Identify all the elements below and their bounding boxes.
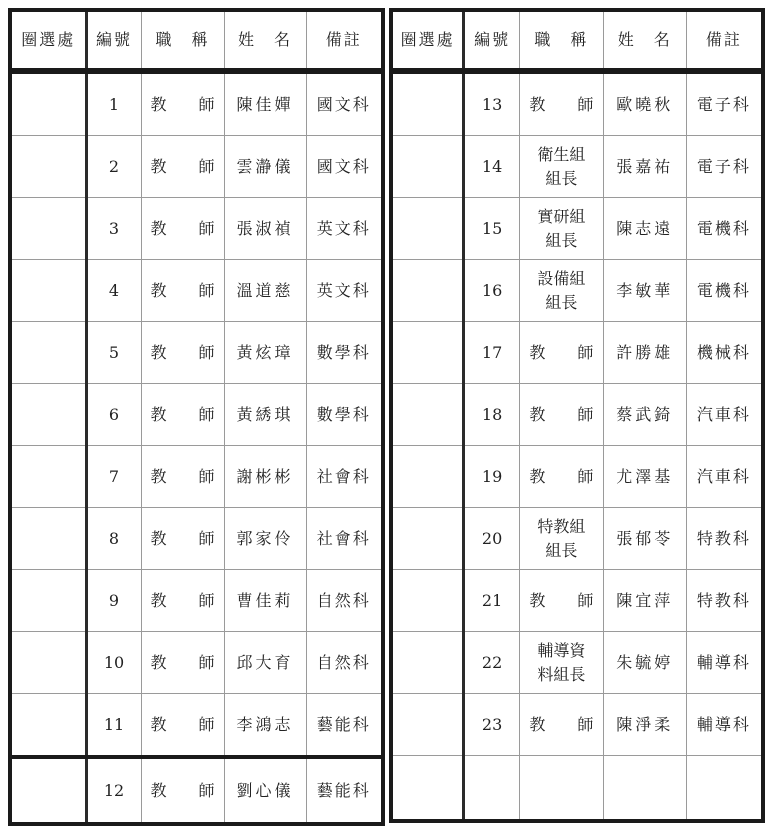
candidate-title bbox=[519, 198, 603, 260]
candidate-number: 7 bbox=[86, 446, 141, 508]
candidate-number: 1 bbox=[86, 71, 141, 136]
candidate-row bbox=[10, 508, 383, 570]
empty-note bbox=[686, 756, 763, 822]
candidate-department: 國文科 bbox=[306, 71, 383, 136]
candidate-title bbox=[519, 508, 603, 570]
candidate-row bbox=[391, 694, 763, 756]
candidate-name: 黃綉琪 bbox=[224, 384, 306, 446]
candidate-title: 教 師 bbox=[141, 694, 224, 758]
candidate-title bbox=[519, 632, 603, 694]
candidate-number: 5 bbox=[86, 322, 141, 384]
candidate-row bbox=[10, 632, 383, 694]
select-cell[interactable] bbox=[391, 198, 464, 260]
left-header-row bbox=[10, 10, 383, 71]
header-select: 圈選處 bbox=[391, 10, 464, 71]
candidate-row bbox=[10, 71, 383, 136]
candidate-name: 歐曉秋 bbox=[603, 71, 686, 136]
candidate-title: 教 師 bbox=[519, 446, 603, 508]
candidate-title: 教 師 bbox=[141, 757, 224, 824]
candidate-department: 藝能科 bbox=[306, 694, 383, 758]
candidate-number: 16 bbox=[464, 260, 520, 322]
candidate-title: 教 師 bbox=[141, 260, 224, 322]
candidate-row bbox=[391, 384, 763, 446]
candidate-title: 教 師 bbox=[141, 508, 224, 570]
left-candidate-table bbox=[8, 8, 385, 826]
select-cell[interactable] bbox=[10, 136, 86, 198]
candidate-name: 謝彬彬 bbox=[224, 446, 306, 508]
candidate-row bbox=[391, 632, 763, 694]
candidate-title: 教 師 bbox=[519, 71, 603, 136]
select-cell[interactable] bbox=[391, 260, 464, 322]
empty-number bbox=[464, 756, 520, 822]
candidate-row bbox=[10, 322, 383, 384]
candidate-department: 自然科 bbox=[306, 632, 383, 694]
candidate-name: 黃炫璋 bbox=[224, 322, 306, 384]
candidate-department: 特教科 bbox=[686, 570, 763, 632]
candidate-number: 12 bbox=[86, 757, 141, 824]
select-cell[interactable] bbox=[10, 508, 86, 570]
candidate-department: 國文科 bbox=[306, 136, 383, 198]
header-number: 編號 bbox=[86, 10, 141, 71]
select-cell[interactable] bbox=[391, 71, 464, 136]
candidate-name: 朱毓婷 bbox=[603, 632, 686, 694]
candidate-name: 陳志遠 bbox=[603, 198, 686, 260]
candidate-department: 英文科 bbox=[306, 198, 383, 260]
empty-title bbox=[519, 756, 603, 822]
candidate-name: 劉心儀 bbox=[224, 757, 306, 824]
candidate-row bbox=[10, 570, 383, 632]
select-cell[interactable] bbox=[10, 570, 86, 632]
candidate-name: 陳佳嬋 bbox=[224, 71, 306, 136]
candidate-title: 教 師 bbox=[141, 632, 224, 694]
candidate-title: 教 師 bbox=[519, 570, 603, 632]
candidate-name: 張嘉祐 bbox=[603, 136, 686, 198]
candidate-title: 教 師 bbox=[141, 446, 224, 508]
select-cell[interactable] bbox=[10, 71, 86, 136]
title-line-2: 組長 bbox=[545, 540, 578, 560]
title-line-1: 特教組 bbox=[537, 516, 586, 536]
select-cell[interactable] bbox=[10, 757, 86, 824]
title-line-1: 設備組 bbox=[537, 268, 586, 288]
candidate-title: 教 師 bbox=[141, 322, 224, 384]
select-cell[interactable] bbox=[391, 384, 464, 446]
candidate-name: 李敏華 bbox=[603, 260, 686, 322]
candidate-number: 9 bbox=[86, 570, 141, 632]
title-line-1: 衛生組 bbox=[537, 144, 586, 164]
candidate-title: 教 師 bbox=[519, 322, 603, 384]
select-cell[interactable] bbox=[10, 198, 86, 260]
candidate-name: 許勝雄 bbox=[603, 322, 686, 384]
candidate-number: 23 bbox=[464, 694, 520, 756]
candidate-department: 自然科 bbox=[306, 570, 383, 632]
candidate-department: 輔導科 bbox=[686, 632, 763, 694]
candidate-name: 李鴻志 bbox=[224, 694, 306, 758]
select-cell[interactable] bbox=[391, 136, 464, 198]
candidate-number: 6 bbox=[86, 384, 141, 446]
candidate-title: 教 師 bbox=[141, 71, 224, 136]
header-number: 編號 bbox=[464, 10, 520, 71]
candidate-department: 社會科 bbox=[306, 508, 383, 570]
candidate-name: 邱大育 bbox=[224, 632, 306, 694]
candidate-department: 電機科 bbox=[686, 198, 763, 260]
candidate-title: 教 師 bbox=[519, 694, 603, 756]
candidate-number: 22 bbox=[464, 632, 520, 694]
select-cell[interactable] bbox=[391, 694, 464, 756]
candidate-department: 特教科 bbox=[686, 508, 763, 570]
candidate-row bbox=[10, 260, 383, 322]
empty-row bbox=[391, 756, 763, 822]
candidate-number: 21 bbox=[464, 570, 520, 632]
candidate-row bbox=[391, 508, 763, 570]
candidate-name: 雲瀞儀 bbox=[224, 136, 306, 198]
candidate-row bbox=[391, 260, 763, 322]
candidate-department: 輔導科 bbox=[686, 694, 763, 756]
candidate-row bbox=[10, 198, 383, 260]
candidate-row bbox=[391, 322, 763, 384]
candidate-name: 曹佳莉 bbox=[224, 570, 306, 632]
select-cell[interactable] bbox=[10, 446, 86, 508]
header-title: 職 稱 bbox=[519, 10, 603, 71]
candidate-number: 15 bbox=[464, 198, 520, 260]
select-cell[interactable] bbox=[391, 322, 464, 384]
candidate-row bbox=[391, 136, 763, 198]
candidate-row bbox=[10, 446, 383, 508]
candidate-department: 電子科 bbox=[686, 71, 763, 136]
candidate-row bbox=[391, 198, 763, 260]
candidate-name: 張淑禎 bbox=[224, 198, 306, 260]
candidate-number: 18 bbox=[464, 384, 520, 446]
candidate-name: 尤澤基 bbox=[603, 446, 686, 508]
header-select: 圈選處 bbox=[10, 10, 86, 71]
candidate-row bbox=[10, 136, 383, 198]
candidate-number: 19 bbox=[464, 446, 520, 508]
candidate-row bbox=[10, 384, 383, 446]
candidate-department: 藝能科 bbox=[306, 757, 383, 824]
candidate-department: 數學科 bbox=[306, 384, 383, 446]
candidate-number: 11 bbox=[86, 694, 141, 758]
select-cell[interactable] bbox=[10, 322, 86, 384]
candidate-name: 溫道慈 bbox=[224, 260, 306, 322]
title-line-2: 料組長 bbox=[537, 664, 586, 684]
right-candidate-table bbox=[389, 8, 765, 823]
candidate-title: 教 師 bbox=[141, 570, 224, 632]
candidate-number: 3 bbox=[86, 198, 141, 260]
candidate-number: 4 bbox=[86, 260, 141, 322]
title-line-2: 組長 bbox=[545, 230, 578, 250]
select-cell[interactable] bbox=[391, 446, 464, 508]
select-cell[interactable] bbox=[10, 260, 86, 322]
header-title: 職 稱 bbox=[141, 10, 224, 71]
candidate-title bbox=[519, 136, 603, 198]
select-cell[interactable] bbox=[10, 632, 86, 694]
title-line-2: 組長 bbox=[545, 168, 578, 188]
candidate-row bbox=[10, 757, 383, 824]
candidate-number: 8 bbox=[86, 508, 141, 570]
header-note: 備註 bbox=[686, 10, 763, 71]
candidate-title: 教 師 bbox=[141, 384, 224, 446]
candidate-department: 電子科 bbox=[686, 136, 763, 198]
candidate-number: 13 bbox=[464, 71, 520, 136]
candidate-department: 汽車科 bbox=[686, 446, 763, 508]
candidate-department: 機械科 bbox=[686, 322, 763, 384]
empty-name bbox=[603, 756, 686, 822]
select-cell[interactable] bbox=[391, 508, 464, 570]
candidate-title: 教 師 bbox=[141, 136, 224, 198]
candidate-number: 20 bbox=[464, 508, 520, 570]
title-line-1: 實研組 bbox=[537, 206, 586, 226]
candidate-number: 2 bbox=[86, 136, 141, 198]
title-line-1: 輔導資 bbox=[537, 640, 586, 660]
candidate-title bbox=[519, 260, 603, 322]
header-note: 備註 bbox=[306, 10, 383, 71]
header-name: 姓 名 bbox=[603, 10, 686, 71]
candidate-title: 教 師 bbox=[519, 384, 603, 446]
candidate-name: 陳淨柔 bbox=[603, 694, 686, 756]
candidate-row bbox=[391, 446, 763, 508]
select-cell[interactable] bbox=[391, 756, 464, 822]
select-cell[interactable] bbox=[391, 570, 464, 632]
candidate-name: 郭家伶 bbox=[224, 508, 306, 570]
header-name: 姓 名 bbox=[224, 10, 306, 71]
candidate-name: 蔡武錡 bbox=[603, 384, 686, 446]
candidate-title: 教 師 bbox=[141, 198, 224, 260]
title-line-2: 組長 bbox=[545, 292, 578, 312]
candidate-number: 17 bbox=[464, 322, 520, 384]
candidate-row bbox=[10, 694, 383, 758]
select-cell[interactable] bbox=[391, 632, 464, 694]
candidate-department: 社會科 bbox=[306, 446, 383, 508]
candidate-department: 數學科 bbox=[306, 322, 383, 384]
candidate-name: 陳宜萍 bbox=[603, 570, 686, 632]
candidate-department: 電機科 bbox=[686, 260, 763, 322]
candidate-name: 張郁苓 bbox=[603, 508, 686, 570]
candidate-row bbox=[391, 570, 763, 632]
candidate-department: 英文科 bbox=[306, 260, 383, 322]
select-cell[interactable] bbox=[10, 694, 86, 758]
candidate-number: 10 bbox=[86, 632, 141, 694]
candidate-department: 汽車科 bbox=[686, 384, 763, 446]
candidate-row bbox=[391, 71, 763, 136]
candidate-number: 14 bbox=[464, 136, 520, 198]
select-cell[interactable] bbox=[10, 384, 86, 446]
right-header-row bbox=[391, 10, 763, 71]
